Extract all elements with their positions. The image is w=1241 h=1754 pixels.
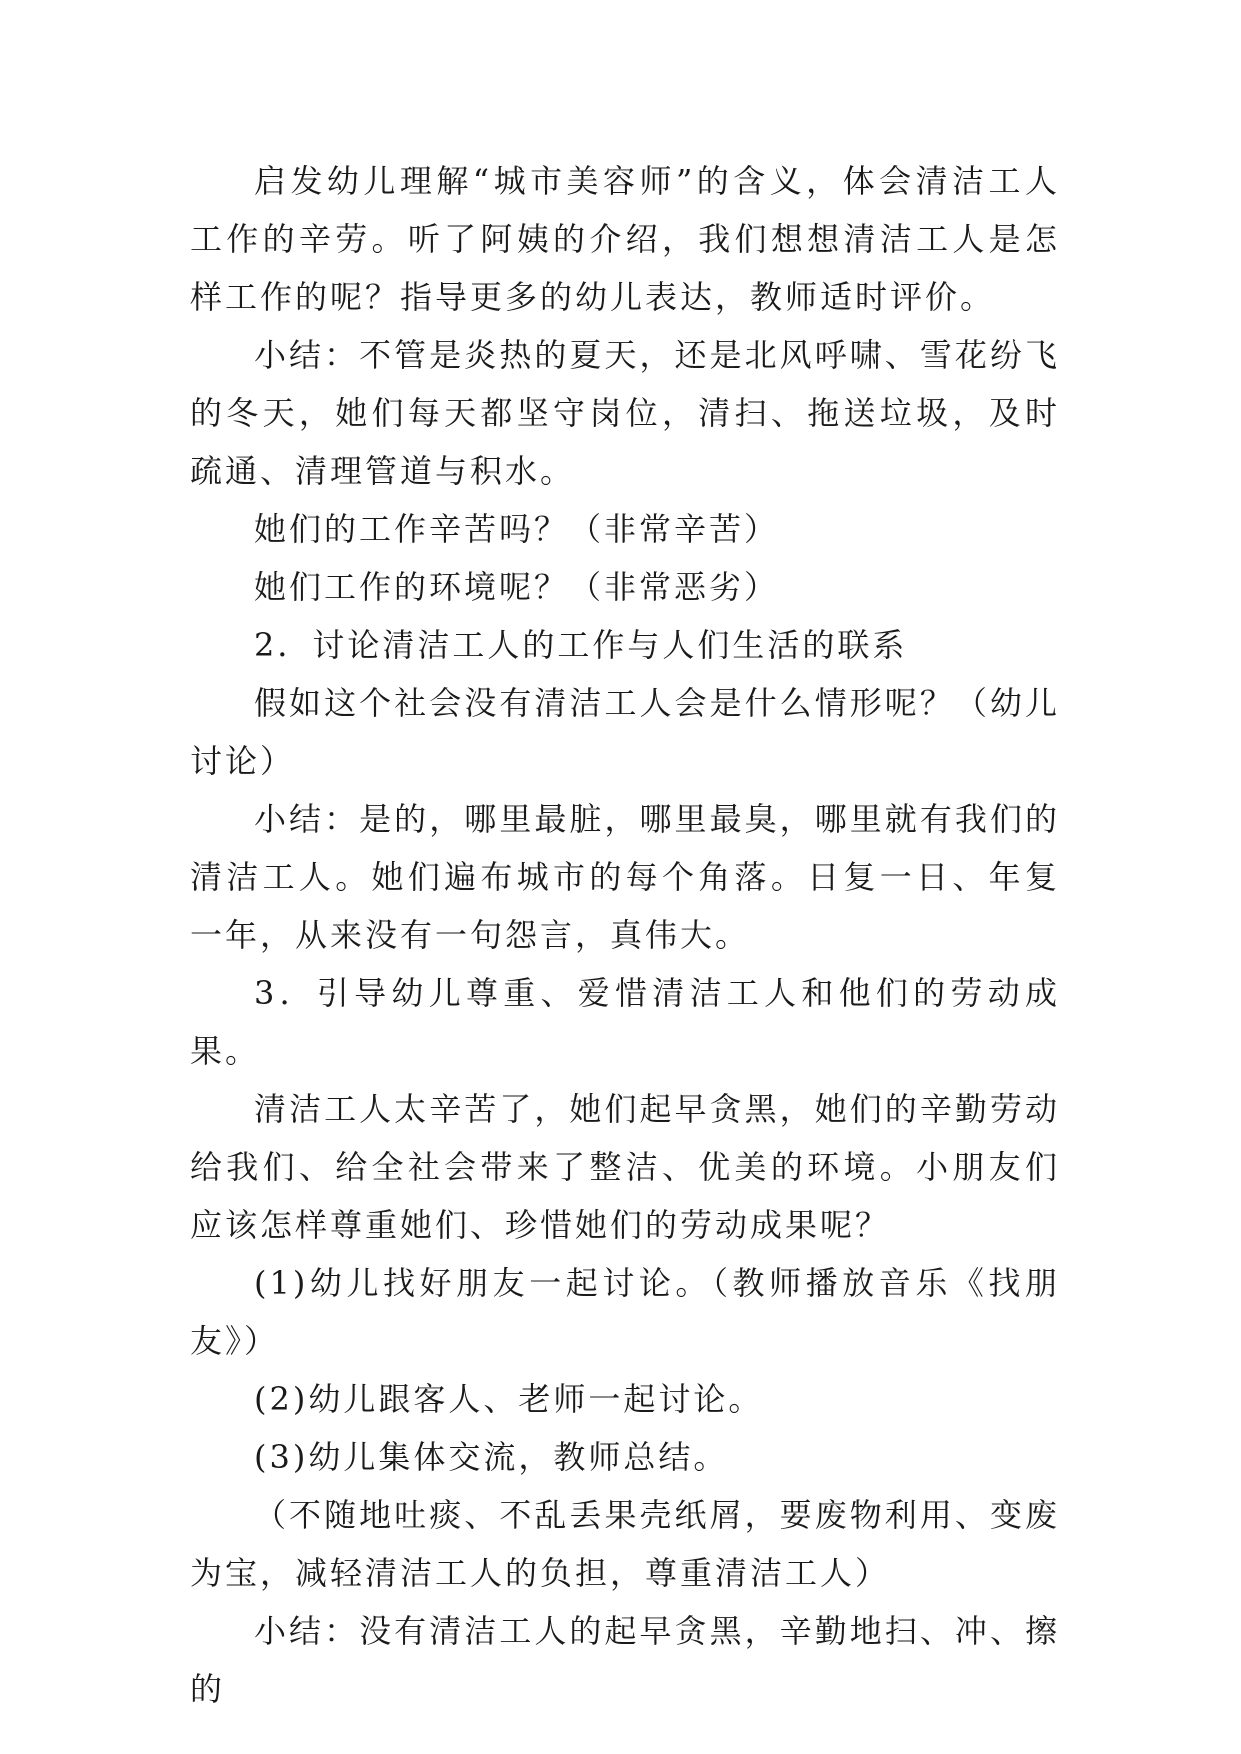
section-heading-2: 2．讨论清洁工人的工作与人们生活的联系 xyxy=(254,626,908,664)
list-item-2: (2)幼儿跟客人、老师一起讨论。 xyxy=(254,1380,764,1418)
paragraph-answers: （不随地吐痰、不乱丢果壳纸屑，要废物利用、变废为宝，减轻清洁工人的负担，尊重清洁工人） xyxy=(190,1496,1060,1592)
paragraph-discussion: 假如这个社会没有清洁工人会是什么情形呢？（幼儿讨论） xyxy=(190,684,1060,780)
section-heading-3: 3．引导幼儿尊重、爱惜清洁工人和他们的劳动成果。 xyxy=(190,974,1060,1070)
paragraph-summary-1: 小结：不管是炎热的夏天，还是北风呼啸、雪花纷飞的冬天，她们每天都坚守岗位，清扫、拖送垃圾，及时疏通、清理管道与积水。 xyxy=(190,336,1060,490)
paragraph-question-2: 她们工作的环境呢？（非常恶劣） xyxy=(254,568,780,606)
paragraph-question-1: 她们的工作辛苦吗？（非常辛苦） xyxy=(254,510,780,548)
paragraph-intro: 启发幼儿理解“城市美容师”的含义，体会清洁工人工作的辛劳。听了阿姨的介绍，我们想想清洁工人是怎样工作的呢？指导更多的幼儿表达，教师适时评价。 xyxy=(190,162,1060,316)
list-item-3: (3)幼儿集体交流，教师总结。 xyxy=(254,1438,729,1476)
list-item-1: (1)幼儿找好朋友一起讨论。（教师播放音乐《找朋友》） xyxy=(190,1264,1060,1360)
paragraph-respect: 清洁工人太辛苦了，她们起早贪黑，她们的辛勤劳动给我们、给全社会带来了整洁、优美的环境。小朋友们应该怎样尊重她们、珍惜她们的劳动成果呢？ xyxy=(190,1090,1060,1244)
paragraph-summary-3: 小结：没有清洁工人的起早贪黑，辛勤地扫、冲、擦的 xyxy=(190,1612,1060,1708)
paragraph-summary-2: 小结：是的，哪里最脏，哪里最臭，哪里就有我们的清洁工人。她们遍布城市的每个角落。日复一日、年复一年，从来没有一句怨言，真伟大。 xyxy=(190,800,1060,954)
document-body xyxy=(190,152,1060,1718)
